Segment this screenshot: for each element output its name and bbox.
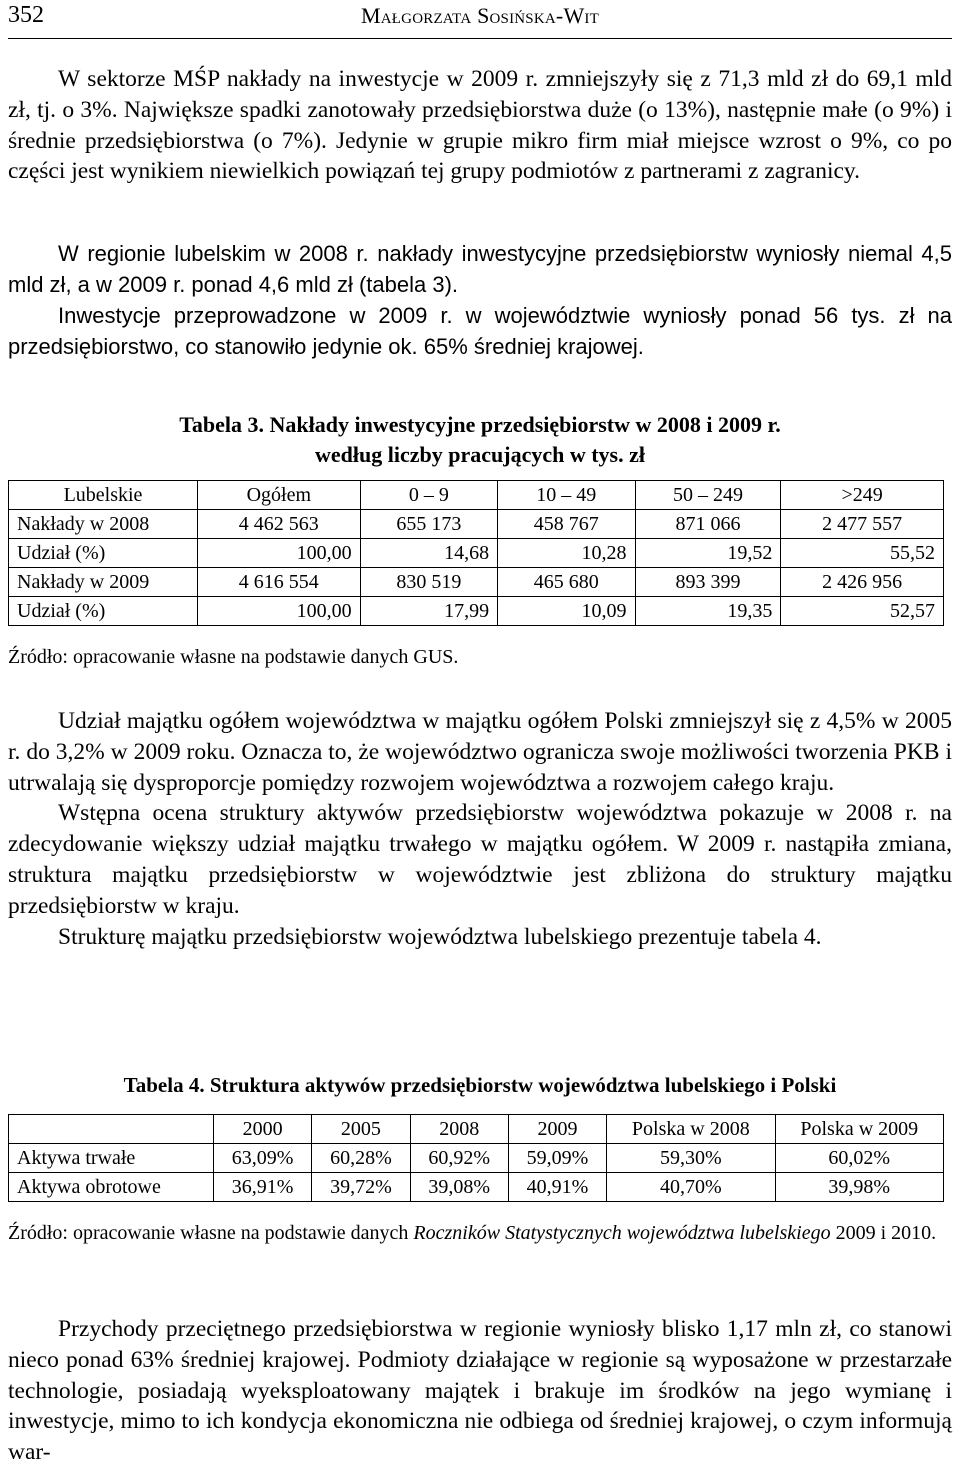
table-header-cell: 0 – 9 xyxy=(360,481,497,510)
table-cell: 19,35 xyxy=(635,597,781,626)
table-cell: 39,98% xyxy=(775,1173,943,1202)
page-header xyxy=(8,0,952,39)
table-cell: 52,57 xyxy=(781,597,944,626)
table-cell: 60,92% xyxy=(410,1144,508,1173)
table3-caption-line1: Tabela 3. Nakłady inwestycyjne przedsiębiorstw w 2008 i 2009 r. xyxy=(179,412,781,437)
table-row xyxy=(9,1173,944,1202)
table-cell: 655 173 xyxy=(360,510,497,539)
middle-text-block xyxy=(8,706,952,952)
table-header-cell: 2005 xyxy=(312,1115,410,1144)
table-cell: 458 767 xyxy=(498,510,635,539)
table-cell: 871 066 xyxy=(635,510,781,539)
page-number: 352 xyxy=(8,2,44,28)
source-suffix: 2009 i 2010. xyxy=(830,1222,937,1244)
table3-source: Źródło: opracowanie własne na podstawie danych GUS. xyxy=(8,646,459,668)
table-header-cell: Polska w 2008 xyxy=(607,1115,775,1144)
table-cell: Udział (%) xyxy=(9,539,198,568)
table-header-cell: 2008 xyxy=(410,1115,508,1144)
table-cell: 465 680 xyxy=(498,568,635,597)
table-cell: 60,02% xyxy=(775,1144,943,1173)
table-cell: 100,00 xyxy=(198,539,361,568)
table-header-cell: 2009 xyxy=(508,1115,606,1144)
top-text-block xyxy=(8,64,952,187)
table-cell: 19,52 xyxy=(635,539,781,568)
table-header-cell: >249 xyxy=(781,481,944,510)
table-cell: 59,09% xyxy=(508,1144,606,1173)
table-header-row xyxy=(9,481,944,510)
source-italic: Roczników Statystycznych województwa lubelskiego xyxy=(413,1222,831,1244)
table-cell: 100,00 xyxy=(198,597,361,626)
table-header-cell: 10 – 49 xyxy=(498,481,635,510)
table-cell: Aktywa obrotowe xyxy=(9,1173,214,1202)
table-cell: 59,30% xyxy=(607,1144,775,1173)
table-cell: 39,08% xyxy=(410,1173,508,1202)
table3 xyxy=(8,480,944,626)
table-cell: 39,72% xyxy=(312,1173,410,1202)
table-header-cell: 2000 xyxy=(214,1115,312,1144)
paragraph: Strukturę majątku przedsiębiorstw województwa lubelskiego prezentuje tabela 4. xyxy=(58,923,822,950)
table-cell: 36,91% xyxy=(214,1173,312,1202)
paragraph: Udział majątku ogółem województwa w majątku ogółem Polski zmniejszył się z 4,5% w 2005 r. do 3,2% w 2009 roku. Oznacza to, że województwo ogranicza swoje możliwości tworzenia PKB i utrwalają się dysproporcje pomiędzy rozwojem województwa a rozwojem całego kraju. xyxy=(8,708,952,796)
table-cell: 40,91% xyxy=(508,1173,606,1202)
table4 xyxy=(8,1114,944,1202)
table-row xyxy=(9,1144,944,1173)
paragraph: Wstępna ocena struktury aktywów przedsiębiorstw województwa pokazuje w 2008 r. na zdecydowanie większy udział majątku trwałego w majątku ogółem. W 2009 r. nastąpiła zmiana, struktura majątku przedsiębiorstw w województwie jest zbliżona do struktury majątku przedsiębiorstw w kraju. xyxy=(8,800,952,919)
table-cell: Aktywa trwałe xyxy=(9,1144,214,1173)
paragraph: Inwestycje przeprowadzone w 2009 r. w województwie wyniosły ponad 56 tys. zł na przedsiębiorstwo, co stanowiło jedynie ok. 65% średniej krajowej. xyxy=(8,303,952,359)
table-cell: 40,70% xyxy=(607,1173,775,1202)
source-prefix: Źródło: opracowanie własne na podstawie danych xyxy=(8,1222,414,1244)
table-header-cell: Lubelskie xyxy=(9,481,198,510)
table-header-cell: Ogółem xyxy=(198,481,361,510)
table-cell: 60,28% xyxy=(312,1144,410,1173)
table-cell: Nakłady w 2008 xyxy=(9,510,198,539)
table-row xyxy=(9,510,944,539)
table-cell: 17,99 xyxy=(360,597,497,626)
table4-source xyxy=(8,1218,952,1248)
table-cell: 10,09 xyxy=(498,597,635,626)
table-cell: 893 399 xyxy=(635,568,781,597)
bottom-text-block xyxy=(8,1314,952,1468)
table-cell: 14,68 xyxy=(360,539,497,568)
running-head: Małgorzata Sosińska-Wit xyxy=(361,3,599,28)
table-cell: 2 477 557 xyxy=(781,510,944,539)
table4-caption: Tabela 4. Struktura aktywów przedsiębiorstw województwa lubelskiego i Polski xyxy=(123,1073,837,1097)
table-header-cell: 50 – 249 xyxy=(635,481,781,510)
table-cell: 830 519 xyxy=(360,568,497,597)
table-header-row xyxy=(9,1115,944,1144)
paragraph: Przychody przeciętnego przedsiębiorstwa w regionie wyniosły blisko 1,17 mln zł, co stanowi nieco ponad 63% średniej krajowej. Podmioty działające w regionie są wyposażone w przestarzałe technologie, posiadają wyeksploatowany majątek i brakuje im środków na jego wymianę i inwestycje, mimo to ich kondycja ekonomiczna nie odbiega od średniej krajowej, o czym informują war- xyxy=(8,1316,952,1466)
table-row xyxy=(9,568,944,597)
table-cell: Udział (%) xyxy=(9,597,198,626)
table-header-cell: Polska w 2009 xyxy=(775,1115,943,1144)
paragraph: W sektorze MŚP nakłady na inwestycje w 2009 r. zmniejszyły się z 71,3 mld zł do 69,1 mld zł, tj. o 3%. Największe spadki zanotowały przedsiębiorstwa duże (o 13%), następnie małe (o 9%) i średnie przedsiębiorstwa (o 7%). Jedynie w grupie mikro firm miał miejsce wzrost o 9%, co po części jest wynikiem niewielkich powiązań tej grupy podmiotów z partnerami z zagranicy. xyxy=(8,66,952,185)
table-cell: Nakłady w 2009 xyxy=(9,568,198,597)
top-text-block-sans xyxy=(8,238,952,362)
table-cell: 4 462 563 xyxy=(198,510,361,539)
table-cell: 55,52 xyxy=(781,539,944,568)
table-cell: 10,28 xyxy=(498,539,635,568)
paragraph: W regionie lubelskim w 2008 r. nakłady inwestycyjne przedsiębiorstw wyniosły niemal 4,5 mld zł, a w 2009 r. ponad 4,6 mld zł (tabela 3). xyxy=(8,241,952,297)
table-header-cell xyxy=(9,1115,214,1144)
table-cell: 4 616 554 xyxy=(198,568,361,597)
table-row xyxy=(9,539,944,568)
table-cell: 2 426 956 xyxy=(781,568,944,597)
table-row xyxy=(9,597,944,626)
table-cell: 63,09% xyxy=(214,1144,312,1173)
table3-caption-line2: według liczby pracujących w tys. zł xyxy=(315,442,645,467)
